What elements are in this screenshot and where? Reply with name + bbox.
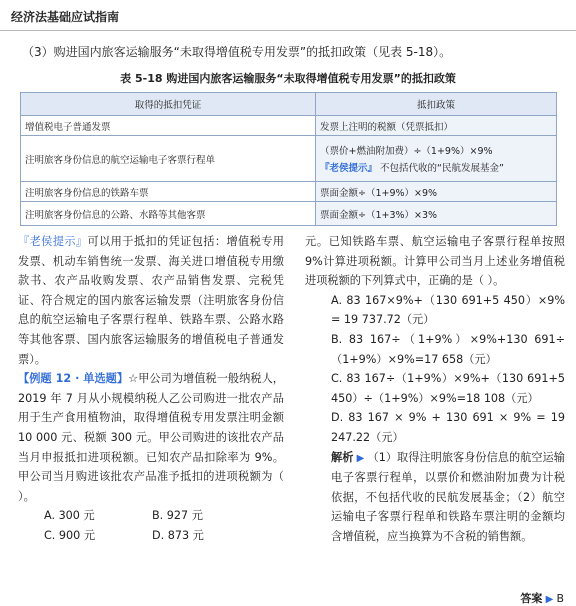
option-d[interactable]: D. 83 167 × 9% + 130 691 × 9% = 19 247.22（元）	[331, 411, 565, 444]
analysis-paragraph	[305, 448, 565, 547]
option-c[interactable]: C. 900 元	[44, 528, 96, 542]
answer-value: B	[556, 592, 564, 605]
voucher-cell: 增值税电子普通发票	[21, 116, 316, 136]
option-a[interactable]: A. 83 167×9%+（130 691+5 450）×9% = 19 737.72（元）	[331, 293, 565, 327]
answer-label: 答案	[520, 592, 543, 605]
policy-formula: （票价+燃油附加费）÷（1+9%）×9%	[320, 146, 493, 157]
voucher-cell: 注明旅客身份信息的铁路车票	[21, 182, 316, 202]
policy-cell: 发票上注明的税额（凭票抵扣）	[316, 116, 557, 136]
table-row	[21, 116, 557, 136]
section-intro: （3）购进国内旅客运输服务“未取得增值税专用发票”的抵扣政策（见表 5-18）。	[22, 45, 452, 59]
hint-label: 『老侯提示』	[320, 163, 378, 174]
table-row	[21, 136, 557, 182]
book-title: 经济法基础应试指南	[11, 10, 120, 24]
option-a[interactable]: A. 300 元	[44, 509, 95, 523]
policy-cell: 票面金额÷（1+3%）×3%	[316, 202, 557, 226]
options-row	[18, 526, 284, 546]
policy-table	[20, 92, 557, 226]
policy-cell: 票面金额÷（1+9%）×9%	[316, 182, 557, 202]
hint-text: 不包括代收的“民航发展基金”	[380, 163, 504, 174]
tip-paragraph	[18, 232, 284, 369]
table-row	[21, 182, 557, 202]
example-label: 【例题 12 · 单选题】	[18, 372, 129, 386]
option-b[interactable]: B. 927 元	[152, 509, 203, 523]
example-paragraph	[18, 369, 284, 506]
option-c[interactable]: C. 83 167÷（1+9%）×9%+（130 691+5 450）÷（1+9%）×9%=18 108（元）	[331, 372, 565, 405]
play-arrow-icon: ▶	[542, 594, 557, 605]
left-column	[18, 232, 284, 546]
options-row	[18, 506, 284, 526]
policy-hint	[320, 160, 552, 174]
play-arrow-icon: ▶	[353, 452, 368, 464]
option-b[interactable]: B. 83 167÷（1+9%）×9%+130 691÷（1+9%）×9%=17 658（元）	[331, 332, 565, 366]
tip-text: 可以用于抵扣的凭证包括：增值税专用发票、机动车销售统一发票、海关进口增值税专用缴款书、农产品收购发票、农产品销售发票、完税凭证、符合规定的国内旅客运输发票（注明旅客身份信息的航空运输电子客票行程单、铁路车票、公路水路等其他客票、国内旅客运输服务的增值税电子普通发票）。	[18, 235, 284, 366]
table-title: 表 5-18 购进国内旅客运输服务“未取得增值税专用发票”的抵扣政策	[120, 72, 456, 85]
answer-line	[520, 590, 564, 606]
option-d[interactable]: D. 873 元	[152, 528, 204, 542]
star-icon: ☆	[128, 372, 139, 386]
question-stem: 元。已知铁路车票、航空运输电子客票行程单按照 9%计算进项税额。计算甲公司当月上述业务增值税进项税额的下列算式中，正确的是（ ）。	[305, 235, 565, 288]
voucher-cell: 注明旅客身份信息的公路、水路等其他客票	[21, 202, 316, 226]
analysis-text: （1）取得注明旅客身份信息的航空运输电子客票行程单，以票价和燃油附加费为计税依据，不包括代收的民航发展基金；（2）航空运输电子客票行程单和铁路车票注明的金额均含增值税，应当换算为不含税的销售额。	[331, 450, 565, 543]
tip-label: 『老侯提示』	[18, 235, 88, 248]
analysis-label: 解析	[331, 450, 354, 464]
example-text: 甲公司为增值税一般纳税人，2019 年 7 月从小规模纳税人乙公司购进一批农产品用于生产食用植物油，取得增值税专用发票注明金额 10 000 元、税额 300 元。甲公司购进的该批农产品当月申报抵扣进项税额。已知农产品扣除率为 9%。甲公司当月购进该批农产品准予抵扣的进项税额为（ ）。	[18, 372, 284, 503]
table-header-row	[21, 93, 557, 116]
table-row	[21, 202, 557, 226]
right-column	[305, 232, 565, 547]
page-header	[0, 0, 576, 31]
policy-cell	[316, 136, 557, 182]
voucher-cell: 注明旅客身份信息的航空运输电子客票行程单	[21, 136, 316, 182]
column-header: 取得的抵扣凭证	[21, 93, 316, 116]
column-header: 抵扣政策	[316, 93, 557, 116]
